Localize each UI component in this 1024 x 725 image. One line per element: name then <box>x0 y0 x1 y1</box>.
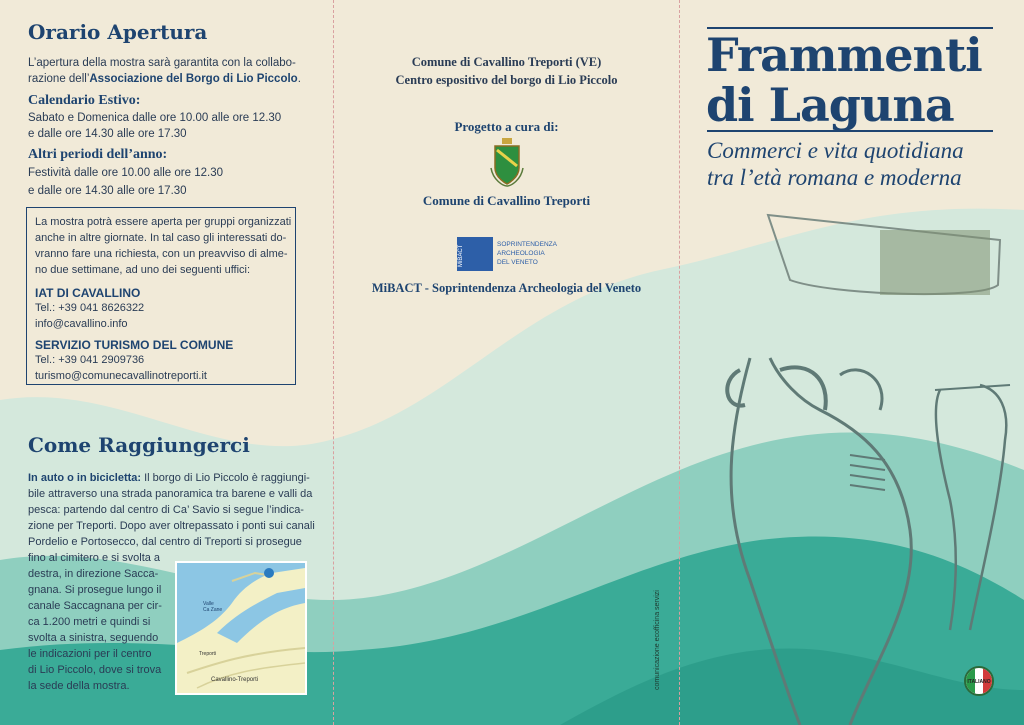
reach-line: pesca: partendo dal centro di Ca’ Savio si segue l’indica- <box>28 504 304 516</box>
organizer-line: Centro espositivo del borgo di Lio Piccolo <box>395 73 618 87</box>
cover-title <box>706 30 982 130</box>
opening-text-part: . <box>297 73 301 85</box>
sop-logo-line: SOPRINTENDENZA <box>497 241 557 248</box>
title-rule-bottom <box>707 130 993 132</box>
group-visits-box <box>26 207 296 385</box>
opening-text <box>28 55 318 87</box>
vertical-credit: comunicazione ecofficina servizi <box>654 590 661 690</box>
sop-logo-line: ARCHEOLOGIA <box>497 250 545 257</box>
box-line: vranno fare una richiesta, con un preavviso di alme- <box>35 248 288 260</box>
association-name: Associazione del Borgo di Lio Piccolo <box>89 73 298 85</box>
cover-title-line: Frammenti <box>706 28 982 82</box>
italian-flag-badge[interactable] <box>964 666 994 696</box>
cover-subtitle <box>707 137 964 191</box>
middle-panel <box>334 0 679 725</box>
iat-tel: Tel.: +39 041 8626322 <box>35 302 145 314</box>
reach-line: bile attraverso una strada panoramica tra barene e valli da <box>28 488 313 500</box>
summer-hours <box>28 110 281 142</box>
reach-lead: In auto o in bicicletta: <box>28 472 142 484</box>
summer-title: Calendario Estivo: <box>28 93 141 108</box>
reach-line: ca 1.200 metri e quindi si <box>28 616 151 628</box>
service-tel: Tel.: +39 041 2909736 <box>35 354 145 366</box>
project-label: Progetto a cura di: <box>454 119 559 134</box>
map-label-line: Ca Zane <box>203 607 223 613</box>
location-map[interactable] <box>175 561 307 695</box>
reach-line: zione per Treporti. Dopo aver oltrepassato i ponti sui canali <box>28 520 315 532</box>
reach-title: Come Raggiungerci <box>28 433 250 457</box>
comune-label: Comune di Cavallino Treporti <box>422 193 591 208</box>
soprintendenza-logo-side: MiBACT <box>458 244 464 267</box>
cover-title-line: di Laguna <box>706 78 954 132</box>
reach-line: Pordelio e Portosecco, dal centro di Treporti si prosegue <box>28 536 302 548</box>
reach-line: di Lio Piccolo, dove si trova <box>28 664 162 676</box>
organizer-line: Comune di Cavallino Treporti (VE) <box>411 55 602 69</box>
reach-line: le indicazioni per il centro <box>28 648 152 660</box>
box-text <box>35 214 295 278</box>
reach-line: svolta a sinistra, seguendo <box>28 632 159 644</box>
map-label <box>203 601 222 613</box>
reach-line: fino al cimitero e si svolta a <box>28 552 161 564</box>
map-graphic <box>177 563 305 693</box>
service-title: SERVIZIO TURISMO DEL COMUNE <box>35 338 234 352</box>
box-line: anche in altre giornate. In tal caso gli interessati do- <box>35 232 287 244</box>
reach-line: gnana. Si prosegue lungo il <box>28 584 162 596</box>
summer-line: Sabato e Domenica dalle ore 10.00 alle ore 12.30 <box>28 112 282 124</box>
reach-line: la sede della mostra. <box>28 680 130 692</box>
soprintendenza-logo <box>457 237 567 271</box>
cover-subtitle-line: Commerci e vita quotidiana <box>707 138 964 163</box>
opening-text-line: L’apertura della mostra sarà garantita con la collabo- <box>28 57 296 69</box>
organizer-info <box>334 53 679 89</box>
other-hours <box>28 164 223 200</box>
map-label-line: Valle <box>203 601 214 607</box>
box-line: La mostra potrà essere aperta per gruppi organizzati <box>35 216 292 228</box>
opening-text-line <box>28 71 318 87</box>
map-label-cavallino: Cavallino-Treporti <box>211 677 259 683</box>
box-line: no due settimane, ad uno dei seguenti uffici: <box>35 264 251 276</box>
map-pin-icon <box>264 568 274 578</box>
reach-line: canale Saccagnana per cir- <box>28 600 162 612</box>
comune-coat-of-arms-icon <box>489 138 525 188</box>
left-panel <box>0 0 333 725</box>
amphora-sketch-illustration <box>680 200 1024 725</box>
map-label-treporti: Treporti <box>199 651 217 657</box>
reach-line <box>28 470 315 486</box>
right-panel <box>680 0 1024 725</box>
flag-label: ITALIANO <box>967 679 991 685</box>
iat-title: IAT DI CAVALLINO <box>35 286 141 300</box>
cover-subtitle-line: tra l’età romana e moderna <box>707 165 962 190</box>
iat-email[interactable]: info@cavallino.info <box>35 318 128 330</box>
summer-line: e dalle ore 14.30 alle ore 17.30 <box>28 128 187 140</box>
sop-logo-line: DEL VENETO <box>497 259 538 266</box>
reach-line-part: Il borgo di Lio Piccolo è raggiungi- <box>141 472 310 484</box>
other-line: Festività dalle ore 10.00 alle ore 12.30 <box>28 167 223 179</box>
mibact-label: MiBACT - Soprintendenza Archeologia del Veneto <box>371 281 642 295</box>
opening-text-part: razione dell’ <box>28 73 90 85</box>
service-email[interactable]: turismo@comunecavallinotreporti.it <box>35 370 207 382</box>
other-title: Altri periodi dell’anno: <box>28 147 168 162</box>
opening-title: Orario Apertura <box>28 20 208 44</box>
soprintendenza-logo-text <box>497 240 557 267</box>
reach-line: destra, in direzione Sacca- <box>28 568 159 580</box>
other-line: e dalle ore 14.30 alle ore 17.30 <box>28 185 187 197</box>
